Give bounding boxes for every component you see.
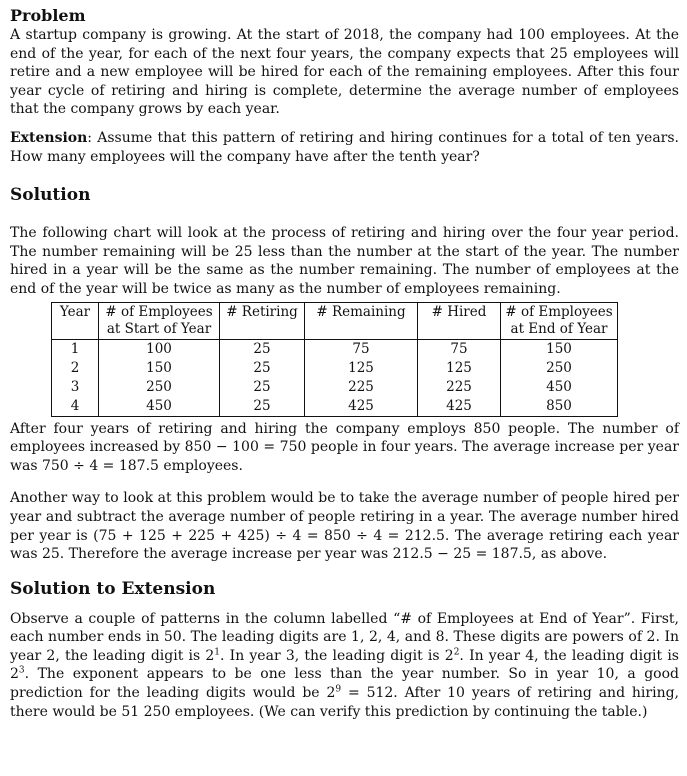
header-year: Year [52,302,99,321]
table-cell: 75 [305,339,418,359]
header-hired-2 [418,321,501,340]
header-retiring: # Retiring [220,302,305,321]
text-run: = 512. After 10 years of retiring and hiring, there would be 51 250 employees. (We can verify this prediction by continuing the table.) [10,685,680,720]
table-header-row [52,302,618,321]
header-retiring-2 [220,321,305,340]
table-cell: 250 [501,359,618,378]
extension-solution-paragraph [10,610,679,722]
exponent: 3 [18,665,25,676]
spacer [10,564,679,578]
text-run: . In year 4, the leading digit is 2 [10,647,679,683]
header-hired: # Hired [418,302,501,321]
header-remaining: # Remaining [305,302,418,321]
table-cell: 225 [418,378,501,397]
header-end: # of Employees [501,302,618,321]
extension-lead: Extension [10,129,88,146]
table-cell: 425 [305,397,418,417]
spacer [10,166,679,180]
table-cell: 150 [501,339,618,359]
table-cell: 2 [52,359,99,378]
solution-heading: Solution [10,185,91,206]
spacer [10,119,679,129]
table-cell: 25 [220,397,305,417]
spacer [10,600,679,610]
text-run: Observe a couple of patterns in the column labelled “# of Employees at End of Year”. First, each number ends in 50. The leading digits are 1, 2, 4, and 8. These digits are powers of 2. In year 2, the leading digit is 2 [10,610,679,664]
table-cell: 75 [418,339,501,359]
table-row [52,397,618,417]
table-cell: 125 [305,359,418,378]
table-cell: 125 [418,359,501,378]
header-start-2: at Start of Year [99,321,220,340]
table-cell: 850 [501,397,618,417]
table-row [52,339,618,359]
header-end-2: at End of Year [501,321,618,340]
table-cell: 100 [99,339,220,359]
table-cell: 25 [220,378,305,397]
table-cell: 25 [220,339,305,359]
spacer [10,475,679,489]
exponent: 9 [335,684,342,695]
table-cell: 225 [305,378,418,397]
extension-text: : Assume that this pattern of retiring and hiring continues for a total of ten years. How many employees will the company have after the tenth year? [10,129,679,165]
another-way-paragraph: Another way to look at this problem would be to take the average number of people hired per year and subtract the average number of people retiring in a year. The average number hired per year is (75 + 125 + 225 + 425) ÷ 4 = 850 ÷ 4 = 212.5. The average retiring each year was 25. Therefore the average increase per year was 212.5 − 25 = 187.5, as above. [10,490,679,563]
text-run: . In year 3, the leading digit is 2 [220,647,454,664]
exponent: 1 [214,647,221,658]
extension-solution-heading: Solution to Extension [10,578,216,599]
table-header-row-2 [52,321,618,340]
table-cell: 25 [220,359,305,378]
header-start: # of Employees [99,302,220,321]
extension-paragraph [10,129,679,166]
text-run: . The exponent appears to be one less than the year number. So in year 10, a good prediction for the leading digits would be 2 [10,666,679,702]
table-cell: 3 [52,378,99,397]
table-row [52,359,618,378]
exponent: 2 [453,647,460,658]
table-cell: 150 [99,359,220,378]
problem-heading: Problem [10,6,86,25]
problem-paragraph: A startup company is growing. At the start of 2018, the company had 100 employees. At the end of the year, for each of the next four years, the company expects that 25 employees will retire and a new employee will be hired for each of the remaining employees. After this four year cycle of retiring and hiring is complete, determine the average number of employees that the company grows by each year. [10,27,679,118]
table-cell: 425 [418,397,501,417]
header-year-2 [52,321,99,340]
solution-intro: The following chart will look at the process of retiring and hiring over the four year period. The number remaining will be 25 less than the number at the start of the year. The number hired in a year will be the same as the number remaining. The number of employees at the end of the year will be twice as many as the number of employees remaining. [10,225,679,297]
table-row [52,378,618,397]
header-remaining-2 [305,321,418,340]
table-cell: 450 [99,397,220,417]
spacer [10,206,679,224]
table-cell: 4 [52,397,99,417]
after-table-paragraph: After four years of retiring and hiring the company employs 850 people. The number of employees increased by 850 − 100 = 750 people in four years. The average increase per year was 750 ÷ 4 = 187.5 employees. [10,420,679,474]
table-cell: 450 [501,378,618,397]
table-cell: 250 [99,378,220,397]
table-cell: 1 [52,339,99,359]
employees-table [51,302,618,417]
